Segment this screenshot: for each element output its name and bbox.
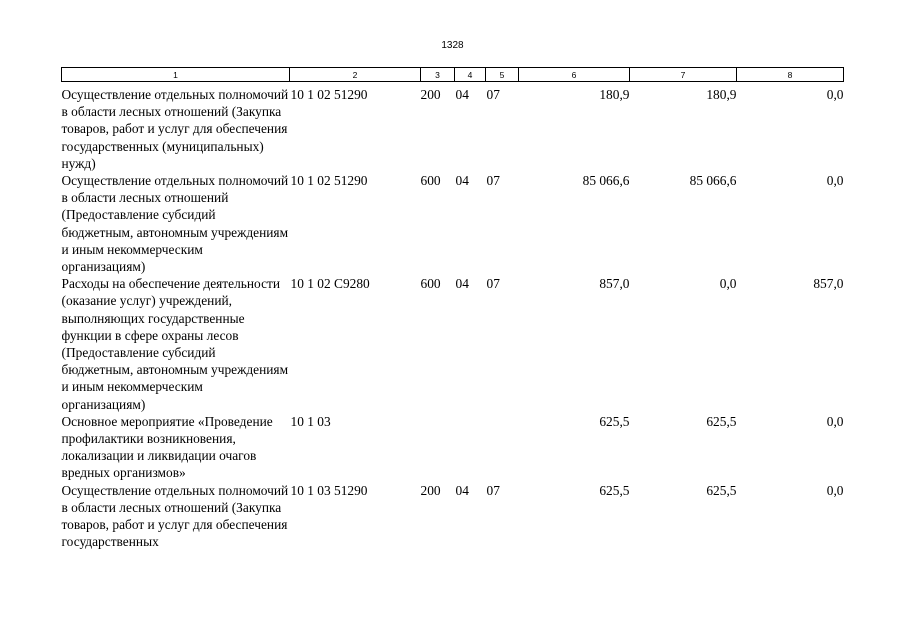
row-subsection: 07 [486, 276, 500, 292]
row-amount-total: 625,5 [599, 482, 630, 498]
row-amount-col7: 85 066,6 [689, 173, 737, 189]
row-section: 04 [455, 276, 469, 292]
row-section: 04 [455, 87, 469, 102]
row-amount-col8: 0,0 [826, 173, 844, 189]
row-expense-type: 200 [420, 482, 441, 498]
column-header-2: 2 [290, 68, 421, 82]
row-name: Основное мероприятие «Проведение профилактики возникновения, локализации и ликвидации очагов вредных организмов» [61, 413, 273, 481]
row-amount-total: 180,9 [599, 87, 630, 102]
row-section: 04 [455, 173, 469, 189]
column-header-4: 4 [455, 68, 486, 82]
row-amount-col8: 857,0 [813, 276, 844, 292]
row-code: 10 1 03 [290, 413, 331, 429]
row-amount-col7: 180,9 [706, 87, 737, 102]
row-subsection: 07 [486, 173, 500, 189]
row-name: Осуществление отдельных полномочий в области лесных отношений (Предоставление субсидий бюджетным, автономным учреждениям и иным некоммерческим организациям) [61, 173, 289, 275]
row-name: Осуществление отдельных полномочий в области лесных отношений (Закупка товаров, работ и услуг для обеспечения государственных (муниципальных) нужд) [61, 87, 289, 171]
row-name: Расходы на обеспечение деятельности (оказание услуг) учреждений, выполняющих государственные функции в сфере охраны лесов (Предоставление субсидий бюджетным, автономным учреждениям и иным некоммерческим организациям) [61, 276, 289, 412]
row-code: 10 1 02 С9280 [290, 276, 370, 292]
table-row [62, 172, 844, 275]
row-subsection [486, 413, 519, 482]
row-amount-col7: 0,0 [719, 276, 737, 292]
table-row [62, 413, 844, 482]
row-amount-col8: 0,0 [826, 482, 844, 498]
row-subsection: 07 [486, 87, 500, 102]
row-expense-type: 200 [420, 87, 441, 102]
column-header-5: 5 [486, 68, 519, 82]
budget-table [61, 67, 844, 550]
row-section: 04 [455, 482, 469, 498]
row-expense-type: 600 [420, 276, 441, 292]
table-row [62, 275, 844, 413]
row-section [455, 413, 486, 482]
page-number: 1328 [441, 40, 464, 51]
row-amount-total: 625,5 [599, 413, 630, 429]
row-amount-col8: 0,0 [826, 413, 844, 429]
row-expense-type: 600 [420, 173, 441, 189]
row-amount-col7: 625,5 [706, 482, 737, 498]
table-row [62, 82, 844, 173]
column-header-7: 7 [630, 68, 737, 82]
row-code: 10 1 02 51290 [290, 173, 368, 189]
row-amount-col8: 0,0 [826, 87, 844, 102]
row-amount-total: 857,0 [599, 276, 630, 292]
row-name: Осуществление отдельных полномочий в области лесных отношений (Закупка товаров, работ и услуг для обеспечения государственных [61, 482, 289, 550]
column-header-8: 8 [737, 68, 844, 82]
table-header-row [62, 68, 844, 82]
row-amount-col7: 625,5 [706, 413, 737, 429]
row-subsection: 07 [486, 482, 500, 498]
column-header-1: 1 [62, 68, 290, 82]
row-code: 10 1 02 51290 [290, 87, 368, 102]
column-header-3: 3 [421, 68, 455, 82]
row-expense-type [421, 413, 455, 482]
table-row [62, 482, 844, 551]
row-amount-total: 85 066,6 [582, 173, 630, 189]
row-code: 10 1 03 51290 [290, 482, 368, 498]
column-header-6: 6 [519, 68, 630, 82]
